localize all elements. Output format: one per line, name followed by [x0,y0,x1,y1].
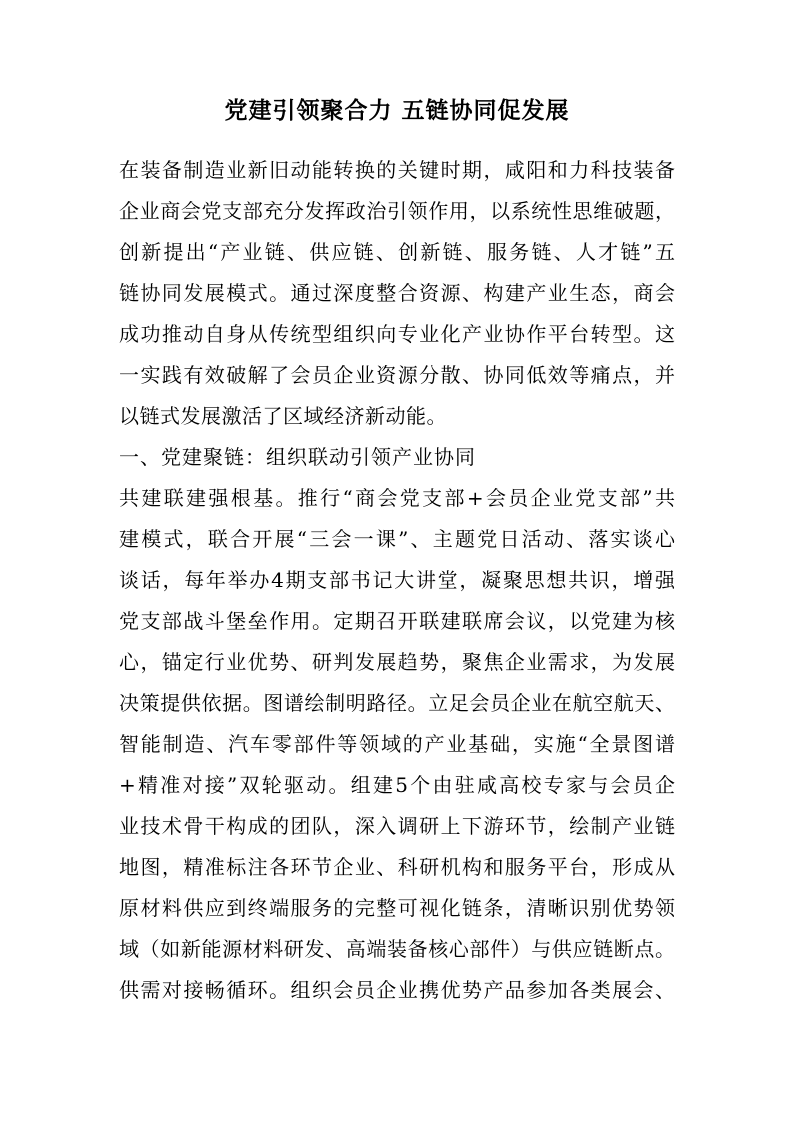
text-line: 链协同发展模式。通过深度整合资源、构建产业生态，商会 [119,281,675,305]
text-line: 谈话，每年举办4期支部书记大讲堂，凝聚思想共识，增强 [119,568,675,592]
text-line: 业技术骨干构成的团队，深入调研上下游环节，绘制产业链 [119,814,675,838]
text-line: 域（如新能源材料研发、高端装备核心部件）与供应链断点。 [119,937,675,961]
text-line: 决策提供依据。图谱绘制明路径。立足会员企业在航空航天、 [119,691,675,715]
text-line: 党支部战斗堡垒作用。定期召开联建联席会议，以党建为核 [119,609,675,633]
text-line: 创新提出“产业链、供应链、创新链、服务链、人才链”五 [119,240,675,264]
text-line: 地图，精准标注各环节企业、科研机构和服务平台，形成从 [119,855,675,879]
text-line: 一实践有效破解了会员企业资源分散、协同低效等痛点，并 [119,363,675,387]
text-line: 智能制造、汽车零部件等领域的产业基础，实施“全景图谱 [119,732,675,756]
text-line: +精准对接”双轮驱动。组建5个由驻咸高校专家与会员企 [119,773,675,797]
text-line: 在装备制造业新旧动能转换的关键时期，咸阳和力科技装备 [119,158,675,182]
text-line: 建模式，联合开展“三会一课”、主题党日活动、落实谈心 [119,527,675,551]
text-line: 心，锚定行业优势、研判发展趋势，聚焦企业需求，为发展 [119,650,675,674]
document-body [119,150,675,1011]
text-line: 原材料供应到终端服务的完整可视化链条，清晰识别优势领 [119,896,675,920]
text-line: 一、党建聚链：组织联动引领产业协同 [119,445,476,469]
document-title: 党建引领聚合力 五链协同促发展 [224,97,570,124]
text-line: 共建联建强根基。推行“商会党支部+会员企业党支部”共 [119,486,675,510]
text-line: 成功推动自身从传统型组织向专业化产业协作平台转型。这 [119,322,675,346]
text-line: 企业商会党支部充分发挥政治引领作用，以系统性思维破题， [119,199,675,223]
text-line: 以链式发展激活了区域经济新动能。 [119,404,447,428]
text-line: 供需对接畅循环。组织会员企业携优势产品参加各类展会、 [119,978,675,1002]
